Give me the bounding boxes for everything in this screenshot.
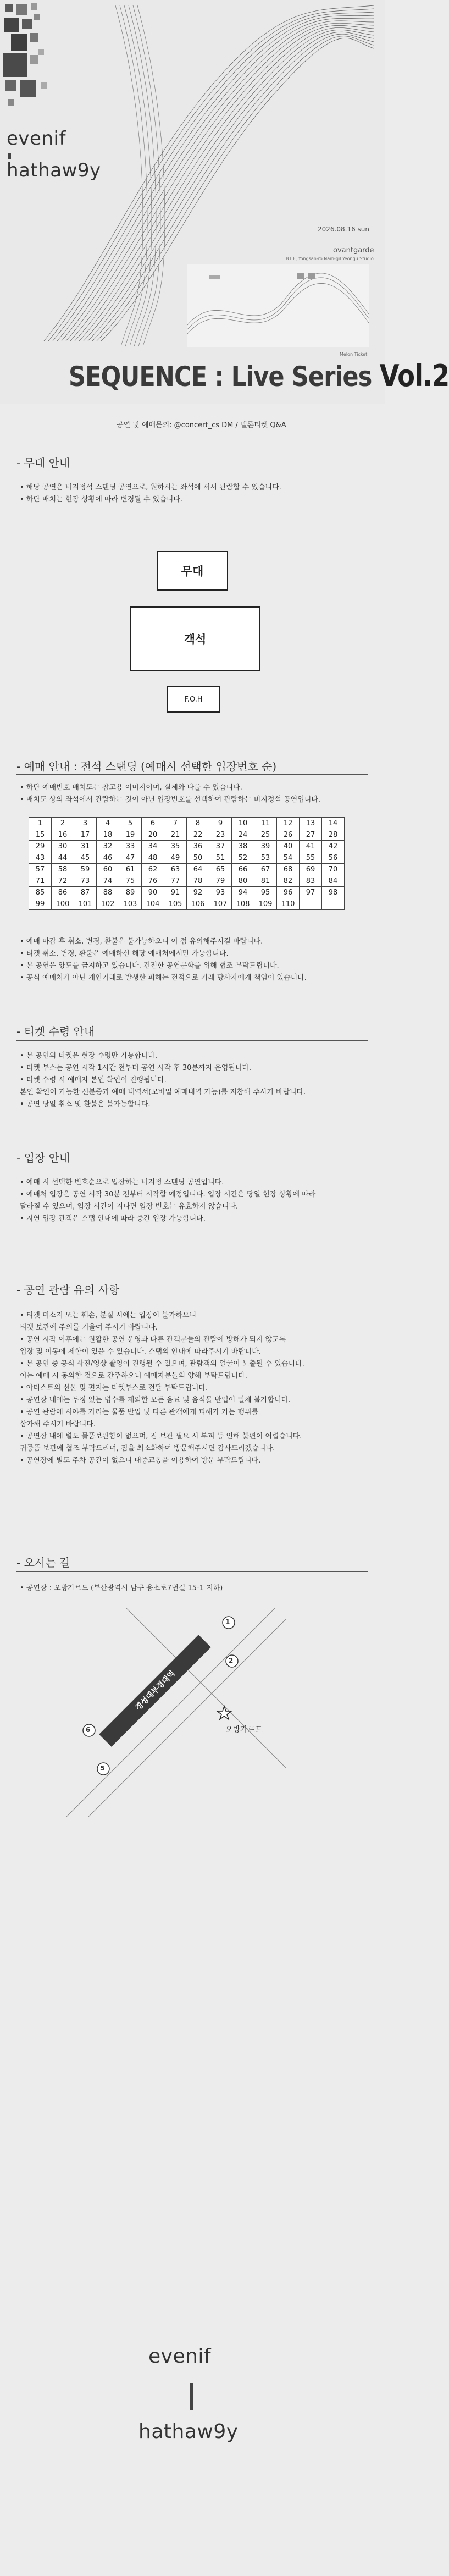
seat-cell: 74	[97, 875, 119, 887]
seat-cell: 64	[187, 864, 209, 875]
seat-cell: 62	[142, 864, 164, 875]
seat-cell: 36	[187, 841, 209, 852]
seat-cell: 98	[322, 887, 345, 898]
seat-cell: 14	[322, 818, 345, 829]
seat-cell: 76	[142, 875, 164, 887]
poster-module-panel	[187, 264, 369, 347]
seat-cell: 32	[97, 841, 119, 852]
seat-cell: 47	[119, 852, 142, 864]
seat-row	[29, 818, 345, 829]
seat-cell: 34	[142, 841, 164, 852]
seat-cell: 109	[254, 898, 277, 910]
seat-cell: 2	[52, 818, 74, 829]
caution-section-title: - 공연 관람 유의 사항	[16, 1283, 120, 1297]
caution-line: • 공연 관람에 시야를 가리는 물품 반입 및 다른 관객에게 피해가 가는 행위를	[20, 1408, 258, 1416]
seat-cell: 106	[187, 898, 209, 910]
footer-artist-top: evenif	[148, 2345, 212, 2368]
seat-cell: 87	[74, 887, 97, 898]
seat-cell: 44	[52, 852, 74, 864]
booking-note-1: • 예매 마감 후 취소, 변경, 환불은 불가능하오니 이 점 유의해주시길 바랍니다.	[20, 937, 263, 946]
seat-cell: 33	[119, 841, 142, 852]
seat-cell: 81	[254, 875, 277, 887]
seat-cell: 46	[97, 852, 119, 864]
map-exit-6: 6	[86, 1726, 91, 1734]
poster-series-title	[69, 358, 449, 393]
seat-cell: 61	[119, 864, 142, 875]
seat-cell: 100	[52, 898, 74, 910]
seat-cell: 103	[119, 898, 142, 910]
directions-map	[55, 1608, 286, 1823]
poster-artist-top: evenif	[7, 128, 66, 150]
seat-row	[29, 875, 345, 887]
contact-info: 공연 및 예매문의: @concert_cs DM / 멜론티켓 Q&A	[117, 421, 286, 429]
caution-line: 입장 및 이동에 제한이 있을 수 있습니다. 스탭의 안내에 따라주시기 바랍니다.	[20, 1348, 261, 1356]
seat-cell: 59	[74, 864, 97, 875]
seat-cell: 4	[97, 818, 119, 829]
seat-cell: 29	[29, 841, 52, 852]
seat-row	[29, 841, 345, 852]
booking-note-4: • 공식 예매처가 아닌 개인거래로 발생한 피해는 전적으로 거래 당사자에게 책임이 있습니다.	[20, 974, 307, 982]
seat-cell: 97	[300, 887, 322, 898]
seat-cell: 22	[187, 829, 209, 841]
seat-cell: 21	[164, 829, 187, 841]
seat-cell: 110	[277, 898, 300, 910]
seat-cell: 51	[209, 852, 232, 864]
seat-cell: 101	[74, 898, 97, 910]
seat-cell: 52	[232, 852, 254, 864]
caution-line: • 공연장에 별도 주차 공간이 없으니 대중교통을 이용하여 방문 부탁드립니다.	[20, 1457, 261, 1465]
seat-cell: 79	[209, 875, 232, 887]
seat-cell: 24	[232, 829, 254, 841]
poster-title-main: SEQUENCE : Live Series	[69, 361, 380, 393]
footer-divider-bar	[190, 2383, 193, 2410]
map-road-label: 경성대부경대역	[134, 1669, 177, 1712]
seat-cell: 30	[52, 841, 74, 852]
seat-cell: 38	[232, 841, 254, 852]
seat-cell: 104	[142, 898, 164, 910]
seat-row	[29, 852, 345, 864]
seat-cell: 17	[74, 829, 97, 841]
seat-cell: 55	[300, 852, 322, 864]
seat-cell: 69	[300, 864, 322, 875]
entry-section-title: - 입장 안내	[16, 1151, 70, 1165]
seat-cell	[322, 898, 345, 910]
seat-cell: 67	[254, 864, 277, 875]
caution-line: • 공연장 내에는 무정 있는 병수를 제외한 모든 음료 및 음식물 반입이 일체 불가합니다.	[20, 1396, 291, 1404]
seat-cell: 37	[209, 841, 232, 852]
footer-artist-bottom: hathaw9y	[138, 2420, 239, 2443]
seat-cell: 12	[277, 818, 300, 829]
booking-section-rule	[16, 774, 368, 775]
seat-cell: 60	[97, 864, 119, 875]
caution-line: • 아티스트의 선물 및 편지는 티켓부스로 전달 부탁드립니다.	[20, 1384, 208, 1392]
booking-line-2: • 배치도 상의 좌석에서 관람하는 것이 아닌 입장번호를 선택하여 관람하는 비지정석 공연입니다.	[20, 796, 321, 804]
seat-cell: 35	[164, 841, 187, 852]
caution-line: • 본 공연 중 공식 사진/영상 촬영이 진행될 수 있으며, 관람객의 얼굴이 노출될 수 있습니다.	[20, 1360, 304, 1368]
stage-line-2: • 하단 배치는 현장 상황에 따라 변경될 수 있습니다.	[20, 495, 183, 504]
ticket-line-5: • 공연 당일 취소 및 환불은 불가능합니다.	[20, 1100, 151, 1108]
seat-cell: 31	[74, 841, 97, 852]
seat-cell: 41	[300, 841, 322, 852]
caution-line: • 티켓 미소지 또는 훼손, 분실 시에는 입장이 불가하오니	[20, 1311, 197, 1320]
map-graphic	[55, 1608, 286, 1823]
map-exit-1: 1	[225, 1618, 230, 1626]
seat-cell: 56	[322, 852, 345, 864]
map-exit-5: 5	[100, 1764, 105, 1772]
ticket-section-title: - 티켓 수령 안내	[16, 1025, 95, 1038]
seat-cell: 73	[74, 875, 97, 887]
seat-cell: 78	[187, 875, 209, 887]
seat-cell: 99	[29, 898, 52, 910]
seat-cell: 57	[29, 864, 52, 875]
seat-number-table	[29, 817, 345, 910]
seat-cell: 66	[232, 864, 254, 875]
seat-cell: 89	[119, 887, 142, 898]
seat-cell: 96	[277, 887, 300, 898]
seat-cell: 90	[142, 887, 164, 898]
seat-cell: 3	[74, 818, 97, 829]
seat-cell: 68	[277, 864, 300, 875]
seat-cell: 91	[164, 887, 187, 898]
seat-cell: 19	[119, 829, 142, 841]
seat-cell: 86	[52, 887, 74, 898]
poster-venue-address: B1 F, Yongsan-ro Nam-gil Yeongu Studio	[286, 256, 374, 261]
seat-row	[29, 887, 345, 898]
entry-line-2: • 예매처 입장은 공연 시작 30분 전부터 시작할 예정입니다. 입장 시간은 당일 현장 상황에 따라	[20, 1190, 316, 1199]
map-venue-label: 오방가르드	[225, 1725, 263, 1734]
seat-cell: 58	[52, 864, 74, 875]
poster-divider-bar	[8, 153, 11, 159]
seats-box: 객석	[130, 606, 260, 671]
seat-cell: 49	[164, 852, 187, 864]
seat-cell: 92	[187, 887, 209, 898]
poster-title-vol: Vol.2	[379, 358, 449, 393]
seat-cell: 11	[254, 818, 277, 829]
booking-note-2: • 티켓 취소, 변경, 환불은 예매하신 해당 예매처에서만 가능합니다.	[20, 950, 229, 958]
seat-cell: 6	[142, 818, 164, 829]
poster-artist-bottom: hathaw9y	[7, 159, 101, 181]
seat-cell: 82	[277, 875, 300, 887]
seat-cell: 1	[29, 818, 52, 829]
ticket-section-rule	[16, 1040, 368, 1041]
stage-line-1: • 해당 공연은 비지정석 스탠딩 공연으로, 원하시는 좌석에 서서 관람할 수 있습니다.	[20, 483, 281, 492]
seat-cell: 39	[254, 841, 277, 852]
seat-cell: 70	[322, 864, 345, 875]
caution-line: • 공연 시작 이후에는 원활한 공연 운영과 다른 관객분들의 관람에 방해가 되지 않도록	[20, 1336, 286, 1344]
seat-cell: 18	[97, 829, 119, 841]
seat-cell: 71	[29, 875, 52, 887]
booking-section-title: - 예매 안내 : 전석 스탠딩 (예매시 선택한 입장번호 순)	[16, 760, 277, 773]
seat-cell: 93	[209, 887, 232, 898]
seat-cell	[300, 898, 322, 910]
poster-venue: ovantgarde	[333, 246, 374, 255]
stage-section-title: - 무대 안내	[16, 456, 70, 470]
seat-cell: 48	[142, 852, 164, 864]
seat-row	[29, 829, 345, 841]
seat-cell: 80	[232, 875, 254, 887]
poster-date: 2026.08.16 sun	[318, 225, 369, 233]
seat-cell: 72	[52, 875, 74, 887]
seat-cell: 50	[187, 852, 209, 864]
entry-line-3: 달라질 수 있으며, 입장 시간이 지나면 입장 번호는 유효하지 않습니다.	[20, 1202, 239, 1211]
poster-ticket-label: Melon Ticket	[340, 352, 368, 357]
ticket-line-2: • 티켓 부스는 공연 시작 1시간 전부터 공연 시작 후 30분까지 운영됩니다.	[20, 1064, 252, 1072]
seat-cell: 95	[254, 887, 277, 898]
entry-line-4: • 지연 입장 관객은 스탭 안내에 따라 중간 입장 가능합니다.	[20, 1215, 206, 1223]
seat-cell: 65	[209, 864, 232, 875]
seat-cell: 28	[322, 829, 345, 841]
caution-line: 삼가해 주시기 바랍니다.	[20, 1420, 96, 1428]
ticket-line-4: 본인 확인이 가능한 신분증과 예매 내역서(모바일 예매내역 가능)를 지참해 주시기 바랍니다.	[20, 1088, 306, 1096]
seat-cell: 77	[164, 875, 187, 887]
ticket-line-3: • 티켓 수령 시 예매자 본인 확인이 진행됩니다.	[20, 1076, 167, 1084]
seat-cell: 105	[164, 898, 187, 910]
seat-cell: 75	[119, 875, 142, 887]
seat-cell: 15	[29, 829, 52, 841]
seat-cell: 54	[277, 852, 300, 864]
seat-row	[29, 898, 345, 910]
booking-note-3: • 본 공연은 양도를 금지하고 있습니다. 건전한 공연문화를 위해 협조 부탁드립니다.	[20, 962, 279, 970]
seat-cell: 94	[232, 887, 254, 898]
map-exit-2: 2	[229, 1657, 234, 1664]
seat-cell: 85	[29, 887, 52, 898]
seat-cell: 43	[29, 852, 52, 864]
seat-cell: 10	[232, 818, 254, 829]
directions-section-rule	[16, 1571, 368, 1572]
directions-section-title: - 오시는 길	[16, 1556, 70, 1569]
seat-row	[29, 864, 345, 875]
seat-cell: 45	[74, 852, 97, 864]
stage-box: 무대	[157, 551, 228, 591]
caution-line: 이는 예매 시 동의한 것으로 간주하오니 예매자분들의 양해 부탁드립니다.	[20, 1372, 247, 1380]
seat-cell: 108	[232, 898, 254, 910]
poster-module-art	[187, 264, 369, 347]
seat-cell: 27	[300, 829, 322, 841]
seat-cell: 20	[142, 829, 164, 841]
seat-cell: 40	[277, 841, 300, 852]
caution-line: 티켓 보관에 주의를 기울여 주시기 바랍니다.	[20, 1323, 158, 1332]
ticket-line-1: • 본 공연의 티켓은 현장 수령만 가능합니다.	[20, 1052, 158, 1060]
seat-cell: 25	[254, 829, 277, 841]
seat-cell: 16	[52, 829, 74, 841]
seat-cell: 102	[97, 898, 119, 910]
poster	[0, 0, 449, 404]
entry-line-1: • 예매 시 선택한 번호순으로 입장하는 비지정 스탠딩 공연입니다.	[20, 1178, 224, 1187]
seat-cell: 107	[209, 898, 232, 910]
seat-cell: 26	[277, 829, 300, 841]
seat-cell: 42	[322, 841, 345, 852]
foh-box: F.O.H	[167, 686, 220, 713]
seat-cell: 13	[300, 818, 322, 829]
seat-cell: 9	[209, 818, 232, 829]
seat-cell: 63	[164, 864, 187, 875]
booking-line-1: • 하단 예매번호 배치도는 참고용 이미지이며, 실제와 다를 수 있습니다.	[20, 784, 242, 792]
directions-address: • 공연장 : 오방가르드 (부산광역시 남구 용소로7번길 15-1 지하)	[20, 1584, 223, 1592]
seat-cell: 88	[97, 887, 119, 898]
seat-cell: 83	[300, 875, 322, 887]
seat-cell: 84	[322, 875, 345, 887]
caution-line: • 공연장 내에 별도 물품보관함이 없으며, 짐 보관 필요 시 부피 등 인해 불편이 어렵습니다.	[20, 1432, 302, 1441]
seat-cell: 5	[119, 818, 142, 829]
seat-cell: 7	[164, 818, 187, 829]
caution-line: 귀중품 보관에 협조 부탁드리며, 짐을 최소화하여 방문해주시면 감사드리겠습니다.	[20, 1444, 275, 1453]
seat-cell: 53	[254, 852, 277, 864]
seat-cell: 8	[187, 818, 209, 829]
seat-cell: 23	[209, 829, 232, 841]
